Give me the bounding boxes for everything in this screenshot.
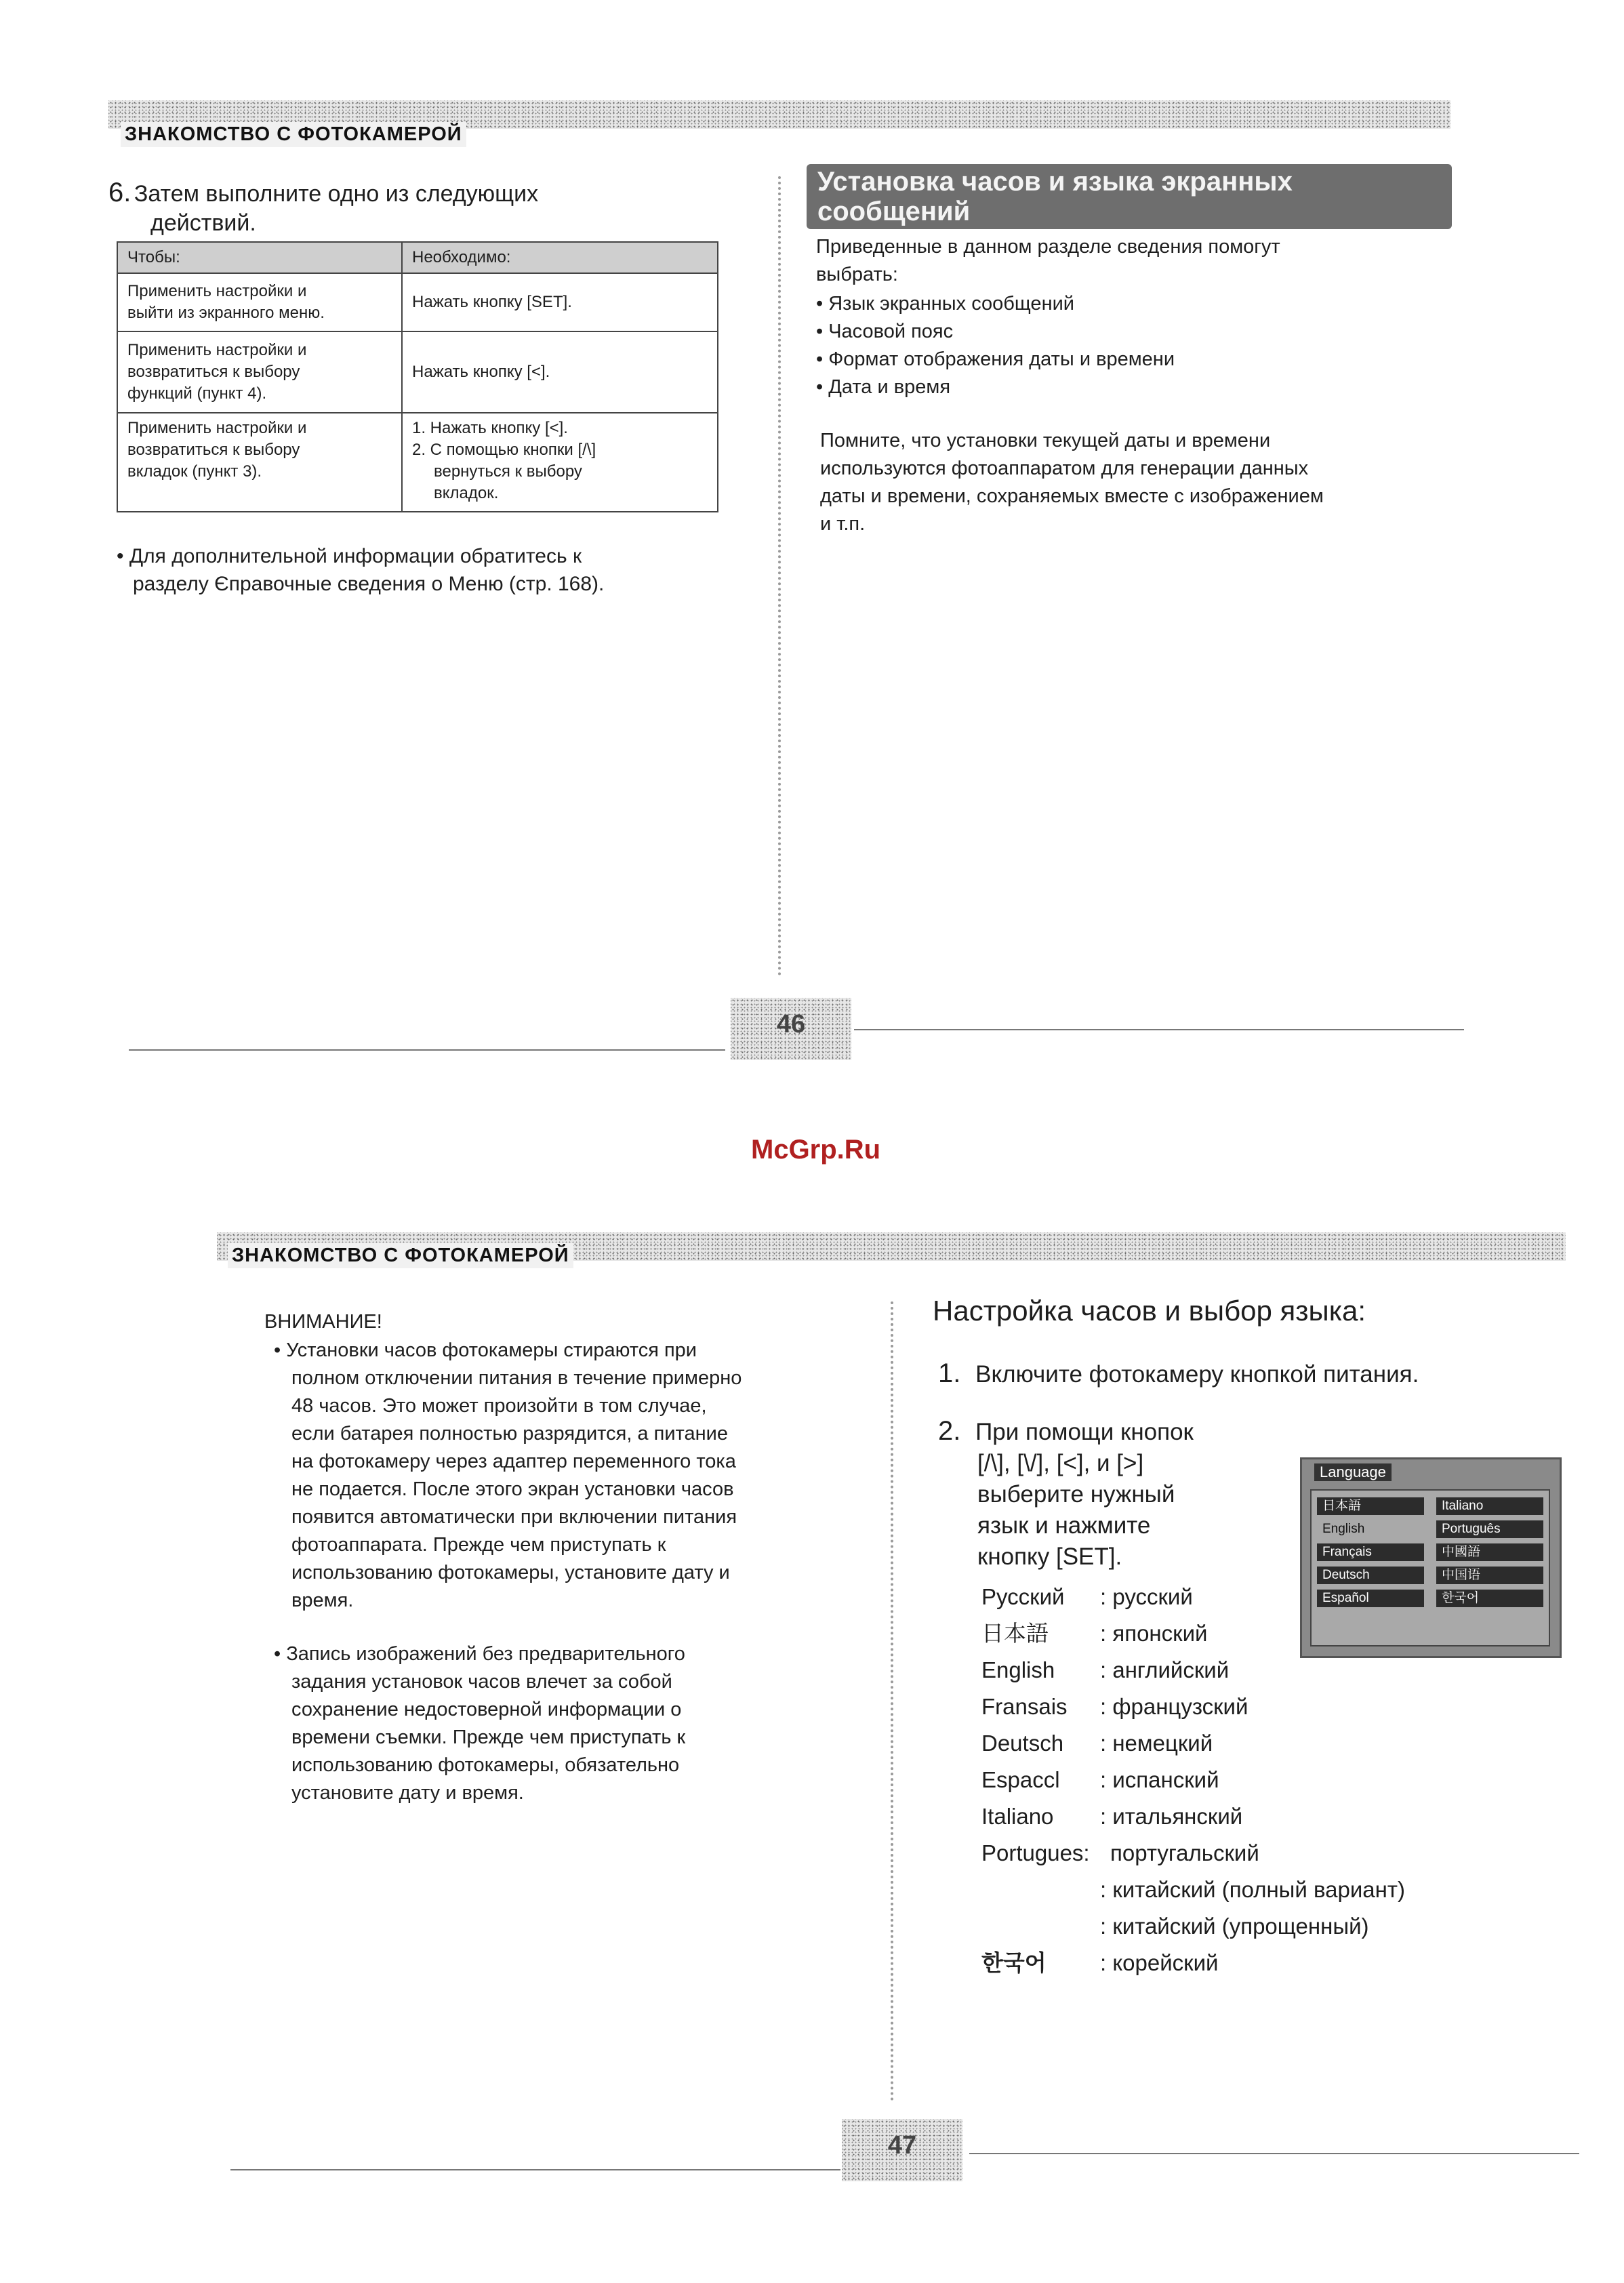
date-reminder bbox=[820, 427, 1471, 538]
bullet-item: • Язык экранных сообщений bbox=[816, 293, 1074, 315]
warning-line: полном отключении питания в течение примерно bbox=[291, 1367, 742, 1389]
step2-line: кнопку [SET]. bbox=[977, 1543, 1122, 1570]
screen-item-left: Español bbox=[1317, 1590, 1424, 1607]
warning-line: времени съемки. Прежде чем приступать к bbox=[291, 1726, 686, 1748]
table-cell-action bbox=[402, 413, 718, 512]
language-description: : китайский (упрощенный) bbox=[1100, 1914, 1369, 1939]
reminder-line: используются фотоаппаратом для генерации данных bbox=[820, 458, 1309, 479]
reminder-line: Помните, что установки текущей даты и времени bbox=[820, 430, 1271, 451]
list-item bbox=[981, 1657, 1229, 1684]
step1-text: Включите фотокамеру кнопкой питания. bbox=[975, 1361, 1419, 1388]
warning-line: появится автоматически при включении питания bbox=[291, 1506, 737, 1528]
warning-line: установите дату и время. bbox=[291, 1782, 524, 1804]
list-item bbox=[981, 1693, 1248, 1720]
language-name: Fransais bbox=[981, 1694, 1068, 1719]
language-name: Espaccl bbox=[981, 1767, 1060, 1792]
step2-line: выберите нужный bbox=[977, 1481, 1175, 1508]
screen-item-right: 한국어 bbox=[1436, 1590, 1543, 1607]
note-line: разделу Єправочные сведения о Меню (стр. 168). bbox=[133, 573, 605, 595]
warning-line: на фотокамеру через адаптер переменного тока bbox=[291, 1451, 736, 1472]
table-header-goal: Чтобы: bbox=[117, 242, 402, 273]
warning-line: сохранение недостоверной информации о bbox=[291, 1699, 682, 1720]
language-description: : русский bbox=[1100, 1584, 1193, 1609]
step1-number: 1. bbox=[938, 1358, 961, 1388]
language-description: : итальянский bbox=[1100, 1804, 1243, 1829]
intro-line: выбрать: bbox=[816, 264, 898, 285]
bullet-item: • Часовой пояс bbox=[816, 321, 954, 342]
step2-line: язык и нажмите bbox=[977, 1512, 1151, 1539]
warning-line: • Установки часов фотокамеры стираются при bbox=[274, 1339, 697, 1361]
menu-reference-note bbox=[117, 542, 727, 598]
step6 bbox=[108, 178, 718, 238]
section-title-line: сообщений bbox=[817, 197, 971, 226]
list-item bbox=[981, 1803, 1242, 1830]
cell-line: вкладок. bbox=[434, 484, 499, 502]
screen-item-right: 中国语 bbox=[1436, 1567, 1543, 1584]
screen-item-left: 日本語 bbox=[1317, 1497, 1424, 1515]
note-line: • Для дополнительной информации обратитесь к bbox=[117, 545, 582, 567]
section-bullets bbox=[816, 290, 1453, 401]
table-header-action: Необходимо: bbox=[402, 242, 718, 273]
step2-line: При помощи кнопок bbox=[975, 1419, 1194, 1445]
list-item bbox=[981, 1876, 1405, 1903]
table-row bbox=[117, 273, 718, 331]
list-item bbox=[981, 1730, 1213, 1757]
language-description: : французский bbox=[1100, 1694, 1249, 1719]
cell-line: Применить настройки и bbox=[127, 419, 307, 437]
step6-text-line2: действий. bbox=[150, 210, 256, 236]
language-list bbox=[981, 1583, 1524, 2004]
language-name: English bbox=[981, 1657, 1055, 1682]
cell-line: Нажать кнопку [SET]. bbox=[412, 293, 572, 311]
section-intro bbox=[816, 233, 1453, 289]
page1-header: ЗНАКОМСТВО С ФОТОКАМЕРОЙ bbox=[121, 122, 466, 147]
list-item bbox=[981, 1913, 1369, 1940]
warning-line: фотоаппарата. Прежде чем приступать к bbox=[291, 1534, 666, 1556]
list-item bbox=[981, 1949, 1218, 1977]
cell-line: 1. Нажать кнопку [<]. bbox=[412, 419, 568, 437]
page2-column-divider bbox=[891, 1301, 893, 2101]
cell-line: функций (пункт 4). bbox=[127, 384, 267, 403]
step6-text-line1: Затем выполните одно из следующих bbox=[134, 181, 539, 207]
step6-number: 6. bbox=[108, 178, 131, 207]
table-header-row bbox=[117, 242, 718, 273]
language-description: : японский bbox=[1100, 1621, 1208, 1646]
warning-line: задания установок часов влечет за собой bbox=[291, 1671, 672, 1693]
warning-line: если батарея полностью разрядится, а питание bbox=[291, 1423, 728, 1444]
reminder-line: даты и времени, сохраняемых вместе с изображением bbox=[820, 485, 1324, 507]
language-name: Русский bbox=[981, 1584, 1065, 1609]
language-description: : английский bbox=[1100, 1657, 1230, 1682]
list-item bbox=[981, 1766, 1219, 1794]
cell-line: Нажать кнопку [<]. bbox=[412, 363, 550, 381]
section-title-banner bbox=[807, 164, 1452, 229]
language-name: 日本語 bbox=[981, 1621, 1049, 1646]
cell-line: Применить настройки и bbox=[127, 282, 307, 300]
options-table bbox=[117, 241, 718, 512]
language-description: : испанский bbox=[1100, 1767, 1219, 1792]
section-title-line: Установка часов и языка экранных bbox=[817, 167, 1293, 197]
warning-record-without-clock bbox=[274, 1640, 870, 1807]
screen-item-right: 中國語 bbox=[1436, 1543, 1543, 1561]
table-cell-action bbox=[402, 331, 718, 413]
page2-footer-line-right bbox=[969, 2153, 1579, 2154]
cell-line: возвратиться к выбору bbox=[127, 441, 300, 459]
language-description: : китайский (полный вариант) bbox=[1100, 1877, 1405, 1902]
warning-line: • Запись изображений без предварительного bbox=[274, 1643, 685, 1665]
screen-item-left: Français bbox=[1317, 1543, 1424, 1561]
cell-line: вкладок (пункт 3). bbox=[127, 462, 262, 481]
language-name: 한국어 bbox=[981, 1950, 1047, 1975]
step2-line: [/\], [\/], [<], и [>] bbox=[977, 1450, 1144, 1476]
step2-number: 2. bbox=[938, 1416, 961, 1446]
table-cell-goal bbox=[117, 331, 402, 413]
screen-item-left: Deutsch bbox=[1317, 1567, 1424, 1584]
screen-item-right: Português bbox=[1436, 1520, 1543, 1538]
warning-line: использованию фотокамеры, обязательно bbox=[291, 1754, 680, 1776]
language-name: Deutsch bbox=[981, 1731, 1064, 1756]
language-description: : корейский bbox=[1100, 1950, 1219, 1975]
warning-power-loss bbox=[274, 1337, 870, 1615]
procedure-title: Настройка часов и выбор языка: bbox=[933, 1295, 1366, 1327]
screen-item-left: English bbox=[1322, 1522, 1365, 1536]
page1-number: 46 bbox=[776, 1010, 806, 1038]
table-cell-goal bbox=[117, 273, 402, 331]
language-name: Portugues: bbox=[981, 1840, 1090, 1865]
step2 bbox=[938, 1415, 1291, 1573]
language-name: Italiano bbox=[981, 1804, 1054, 1829]
warning-line: 48 часов. Это может произойти в том случае, bbox=[291, 1395, 707, 1417]
page1-column-divider bbox=[778, 176, 781, 976]
intro-line: Приведенные в данном разделе сведения помогут bbox=[816, 236, 1280, 258]
cell-line: Применить настройки и bbox=[127, 341, 307, 359]
table-row bbox=[117, 331, 718, 413]
warning-line: не подается. После этого экран установки часов bbox=[291, 1478, 734, 1500]
watermark: McGrp.Ru bbox=[751, 1135, 881, 1165]
cell-line: 2. С помощью кнопки [/\] bbox=[412, 441, 596, 459]
warning-line: использованию фотокамеры, установите дату и bbox=[291, 1562, 730, 1583]
page1-footer-line-left bbox=[129, 1049, 725, 1051]
list-item bbox=[981, 1620, 1207, 1647]
cell-line: выйти из экранного меню. bbox=[127, 304, 325, 322]
page2-footer-line-left bbox=[230, 2169, 840, 2170]
language-description: : немецкий bbox=[1100, 1731, 1213, 1756]
cell-line: вернуться к выбору bbox=[434, 462, 582, 481]
bullet-item: • Формат отображения даты и времени bbox=[816, 348, 1175, 370]
bullet-item: • Дата и время bbox=[816, 376, 951, 398]
page1-footer-line-right bbox=[854, 1029, 1464, 1030]
table-cell-goal bbox=[117, 413, 402, 512]
screen-title: Language bbox=[1314, 1463, 1392, 1481]
page2-number: 47 bbox=[887, 2131, 917, 2160]
list-item bbox=[981, 1583, 1193, 1611]
language-description: португальский bbox=[1110, 1840, 1259, 1865]
step1 bbox=[938, 1358, 1419, 1389]
page2-header: ЗНАКОМСТВО С ФОТОКАМЕРОЙ bbox=[228, 1243, 573, 1268]
table-cell-action bbox=[402, 273, 718, 331]
reminder-line: и т.п. bbox=[820, 513, 866, 535]
cell-line: возвратиться к выбору bbox=[127, 363, 300, 381]
table-row bbox=[117, 413, 718, 512]
warning-line: время. bbox=[291, 1590, 354, 1611]
warning-title: ВНИМАНИЕ! bbox=[264, 1311, 382, 1333]
screen-item-right: Italiano bbox=[1436, 1497, 1543, 1515]
list-item bbox=[981, 1840, 1259, 1867]
